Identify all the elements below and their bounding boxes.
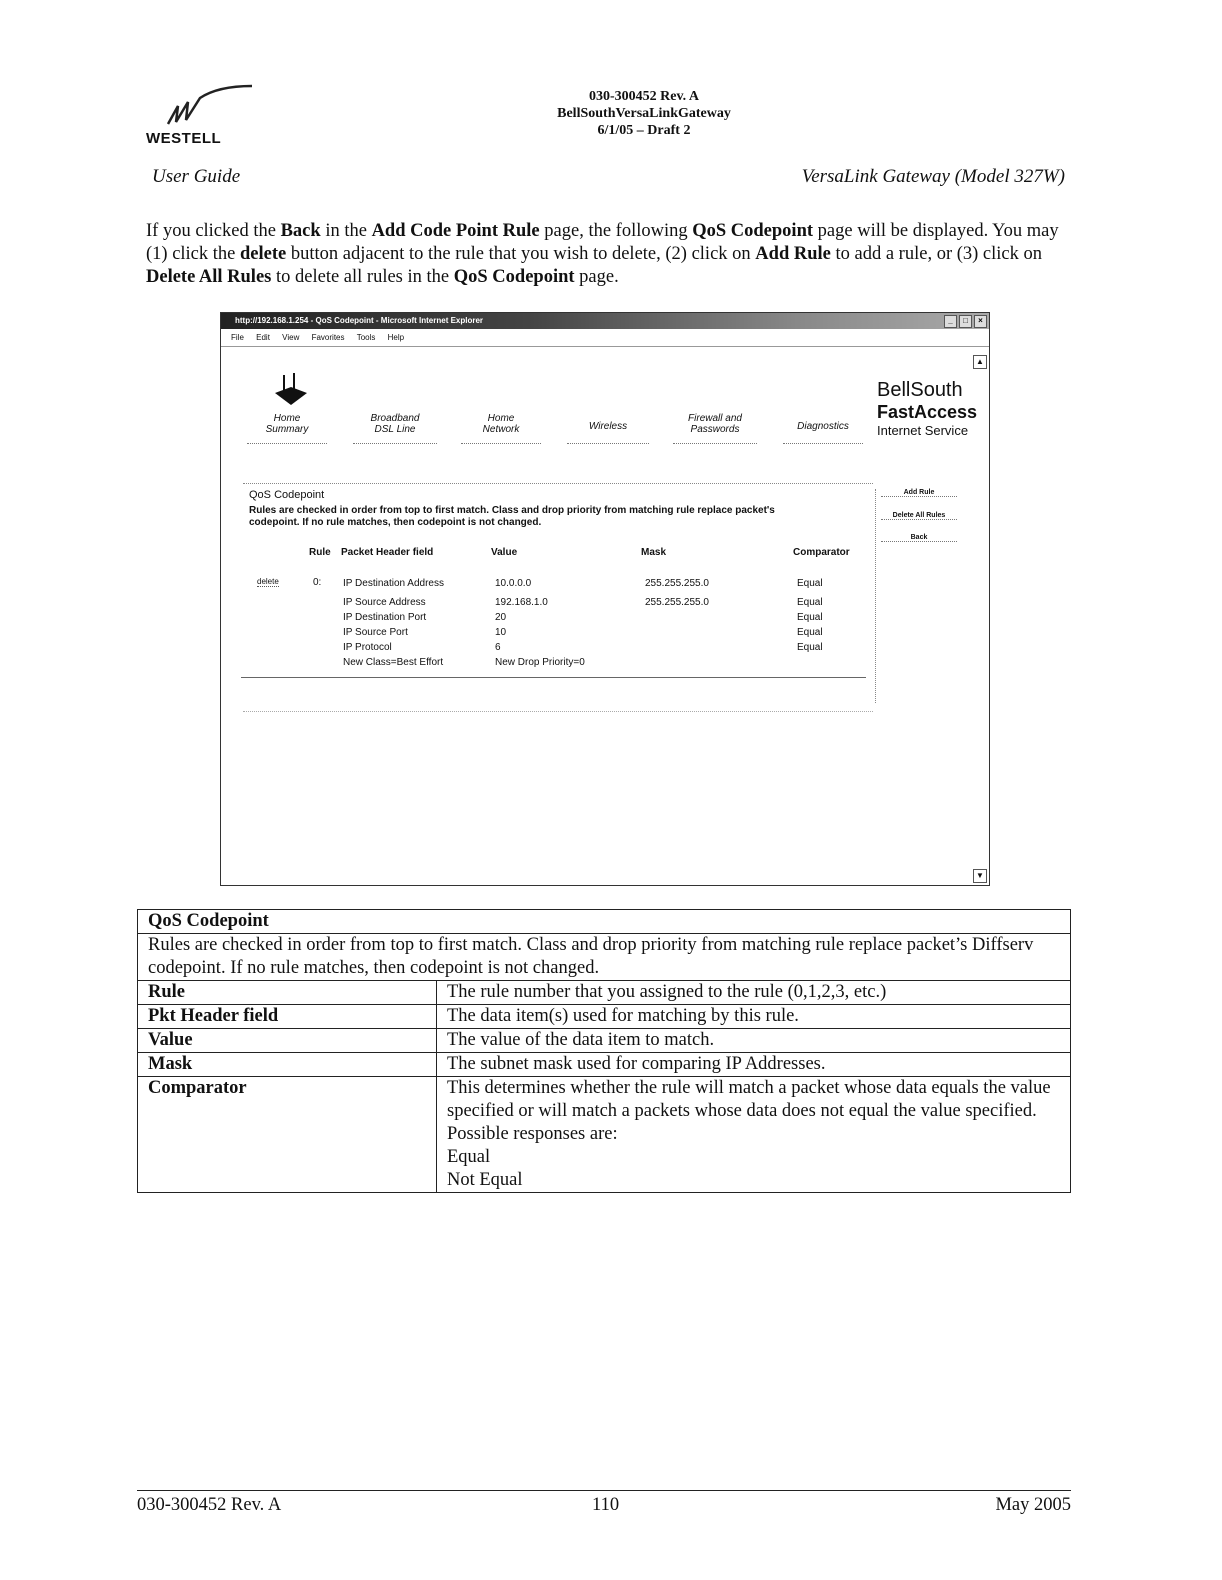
comparator-option-not-equal: Not Equal bbox=[447, 1170, 523, 1190]
table-row: Mask The subnet mask used for comparing IP Addresses. bbox=[138, 1053, 1071, 1077]
table-row: Value The value of the data item to match. bbox=[138, 1029, 1071, 1053]
page-number: 110 bbox=[592, 1495, 620, 1515]
qos-description: Rules are checked in order from top to first match. Class and drop priority from matching rule replace packet's codepoint. If no rule matches, then codepoint is not changed. bbox=[249, 505, 775, 528]
field-description-table bbox=[137, 909, 1071, 1193]
bellsouth-brand bbox=[877, 379, 977, 438]
table-row: Pkt Header field The data item(s) used for matching by this rule. bbox=[138, 1005, 1071, 1029]
browser-menubar bbox=[221, 330, 989, 347]
delete-all-rules-button[interactable]: Delete All Rules bbox=[881, 512, 957, 520]
product-line: BellSouthVersaLinkGateway bbox=[557, 106, 731, 121]
browser-titlebar bbox=[221, 313, 989, 329]
browser-title: http://192.168.1.254 - QoS Codepoint - Microsoft Internet Explorer bbox=[235, 316, 484, 325]
add-rule-button[interactable]: Add Rule bbox=[881, 489, 957, 497]
nav-firewall-passwords[interactable]: Firewall and Passwords bbox=[673, 413, 757, 444]
page-footer bbox=[137, 1490, 1071, 1515]
westell-logo-icon bbox=[160, 84, 256, 130]
rule-number: 0: bbox=[313, 577, 322, 588]
menu-tools[interactable]: Tools bbox=[356, 333, 376, 342]
side-divider bbox=[875, 489, 876, 703]
router-icon bbox=[271, 373, 311, 411]
brand-line3: Internet Service bbox=[877, 423, 969, 438]
divider bbox=[243, 711, 873, 712]
nav-diagnostics[interactable]: Diagnostics bbox=[783, 413, 863, 444]
table-row: Comparator This determines whether the rule will match a packet whose data equals the value specified or will match a packets whose data does not equal the value specified. Possible responses are: Equal Not Equal bbox=[138, 1077, 1071, 1193]
brand-line2: FastAccess bbox=[877, 402, 978, 422]
left-title: User Guide bbox=[152, 166, 241, 187]
close-icon[interactable]: × bbox=[974, 315, 987, 328]
nav-broadband-dsl[interactable]: Broadband DSL Line bbox=[353, 413, 437, 444]
comparator-possible: Possible responses are: bbox=[447, 1124, 618, 1144]
browser-screenshot: http://192.168.1.254 - QoS Codepoint - Microsoft Internet Explorer _ □ × File Edit View Favorites Tools Help ▲ ▼ Home Summary Broadband DSL Line Home Network Wireless Firewall and Passwords Diagnostics BellSouth FastAccess Internet Service QoS Codepoint Rules are checked in order from top to first match. Class and drop priority from matching rule replace packet's codepoint. If no rule matches, then codepoint is not changed. Add Rule Delete All Rules Back Rule Packet Header field Value Mask Comparator delete 0: IP Destination Address 10.0.0.0 255.255.255.0 Equal IP Source Address 192.168.1.0 255.255.255.0 Equal IP Destination Port 20 Equal IP Source Port 10 Equal IP Protocol 6 Equal New Class=Best Effort New Drop Priority=0 bbox=[220, 312, 990, 886]
logo-text: WESTELL bbox=[146, 130, 222, 147]
nav-wireless[interactable]: Wireless bbox=[567, 413, 649, 444]
doc-number: 030-300452 Rev. A bbox=[588, 89, 700, 104]
comparator-option-equal: Equal bbox=[447, 1147, 491, 1167]
menu-help[interactable]: Help bbox=[387, 333, 405, 342]
menu-edit[interactable]: Edit bbox=[256, 333, 270, 342]
divider bbox=[243, 483, 873, 484]
table-row: Rule The rule number that you assigned to the rule (0,1,2,3, etc.) bbox=[138, 981, 1071, 1005]
minimize-icon[interactable]: _ bbox=[944, 315, 957, 328]
table-title: QoS Codepoint bbox=[138, 910, 1071, 934]
comparator-description: This determines whether the rule will match a packet whose data equals the value specified or will match a packets whose data does not equal the value specified. bbox=[447, 1078, 1051, 1121]
menu-view[interactable]: View bbox=[282, 333, 300, 342]
nav-home-network[interactable]: Home Network bbox=[461, 413, 541, 444]
scroll-up-icon[interactable]: ▲ bbox=[973, 355, 987, 369]
menu-file[interactable]: File bbox=[231, 333, 244, 342]
nav-home-summary[interactable]: Home Summary bbox=[247, 413, 327, 444]
intro-paragraph: If you clicked the Back in the Add Code Point Rule page, the following QoS Codepoint page will be displayed. You may (1) click the delete button adjacent to the rule that you wish to delete, (2) click on Add Rule to add a rule, or (3) click on Delete All Rules to delete all rules in the QoS Codepoint page. bbox=[146, 221, 1059, 287]
maximize-icon[interactable]: □ bbox=[959, 315, 972, 328]
table-description: Rules are checked in order from top to first match. Class and drop priority from matching rule replace packet’s Diffserv codepoint. If no rule matches, then codepoint is not changed. bbox=[138, 934, 1071, 981]
back-button[interactable]: Back bbox=[881, 534, 957, 542]
brand-line1: BellSouth bbox=[877, 379, 963, 401]
right-title: VersaLink Gateway (Model 327W) bbox=[801, 166, 1065, 187]
menu-favorites[interactable]: Favorites bbox=[311, 333, 345, 342]
qos-title: QoS Codepoint bbox=[249, 489, 325, 501]
scroll-down-icon[interactable]: ▼ bbox=[973, 869, 987, 883]
draft-date: 6/1/05 – Draft 2 bbox=[597, 123, 691, 138]
delete-rule-button[interactable]: delete bbox=[257, 577, 279, 586]
table-bottom-line bbox=[241, 677, 866, 678]
footer-doc-number: 030-300452 Rev. A bbox=[137, 1495, 282, 1515]
footer-date: May 2005 bbox=[995, 1495, 1071, 1515]
